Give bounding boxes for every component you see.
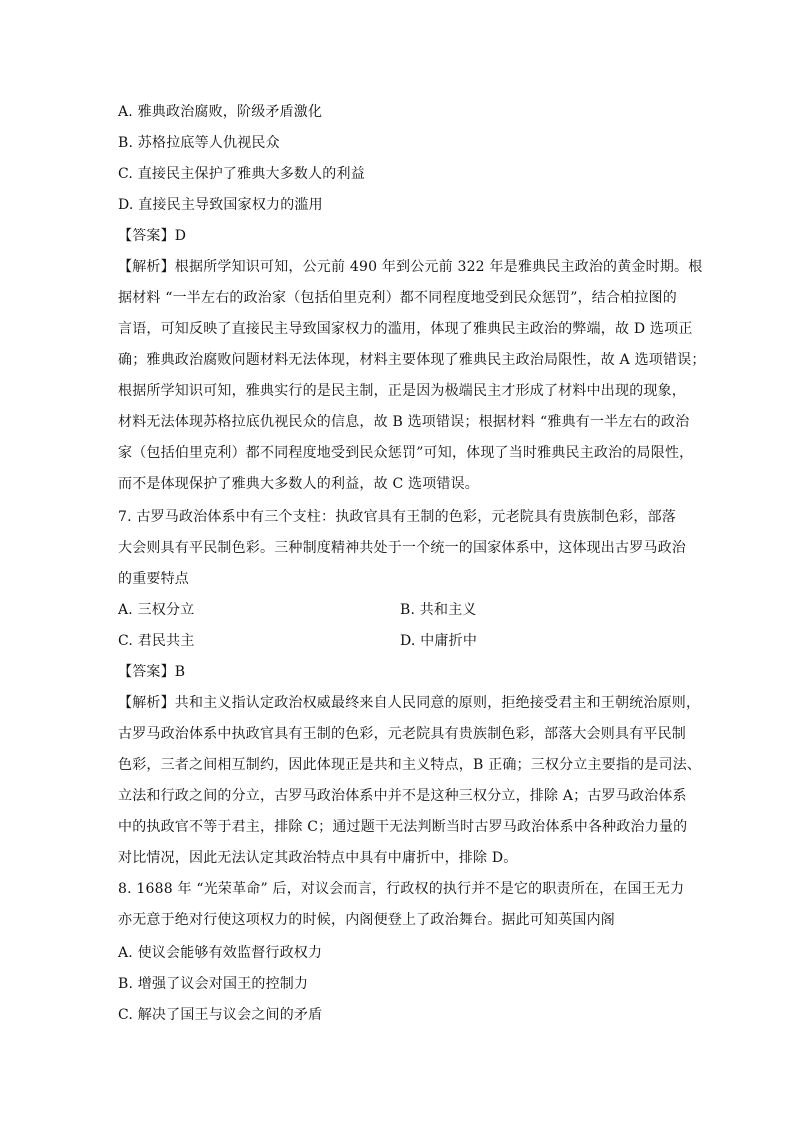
q6-answer: 【答案】D (118, 228, 187, 244)
q8-stem-line: 亦无意于绝对行使这项权力的时候，内阁便登上了政治舞台。据此可知英国内阁 (118, 912, 615, 928)
q6-option-c: C. 直接民主保护了雅典大多数人的利益 (118, 166, 365, 182)
q7-analysis-line: 【解析】共和主义指认定政治权威最终来自人民同意的原则，拒绝接受君主和王朝统治原则， (118, 695, 701, 711)
q7-option-b: B. 共和主义 (400, 602, 477, 618)
q6-analysis-line: 根据所学知识可知，雅典实行的是民主制，正是因为极端民主才形成了材料中出现的现象， (118, 383, 686, 399)
q6-option-a: A. 雅典政治腐败，阶级矛盾激化 (118, 104, 323, 120)
q8-option-b: B. 增强了议会对国王的控制力 (118, 976, 309, 992)
q7-answer: 【答案】B (118, 664, 186, 680)
q7-analysis-line: 中的执政官不等于君主，排除 C；通过题干无法判断当时古罗马政治体系中各种政治力量的 (118, 819, 688, 835)
q6-analysis-line: 确；雅典政治腐败问题材料无法体现，材料主要体现了雅典民主政治局限性，故 A 选项错误； (118, 352, 706, 368)
q7-analysis-line: 色彩，三者之间相互制约，因此体现正是共和主义特点，B 正确；三权分立主要指的是司法、 (118, 757, 702, 773)
q7-analysis-line: 立法和行政之间的分立，古罗马政治体系中并不是这种三权分立，排除 A；古罗马政治体系 (118, 788, 687, 804)
q7-stem-line: 大会则具有平民制色彩。三种制度精神共处于一个统一的国家体系中，这体现出古罗马政治 (118, 540, 686, 556)
q7-analysis-line: 古罗马政治体系中执政官具有王制的色彩，元老院具有贵族制色彩，部落大会则具有平民制 (118, 726, 686, 742)
q6-analysis-line: 而不是体现保护了雅典大多数人的利益，故 C 选项错误。 (118, 476, 480, 492)
q6-option-b: B. 苏格拉底等人仇视民众 (118, 135, 280, 151)
q8-option-c: C. 解决了国王与议会之间的矛盾 (118, 1007, 323, 1023)
q7-options-row-1 (118, 600, 678, 620)
q6-analysis-line: 家（包括伯里克利）都不同程度地受到民众惩罚”可知，体现了当时雅典民主政治的局限性， (118, 445, 694, 461)
q7-stem-line: 7. 古罗马政治体系中有三个支柱：执政官具有王制的色彩，元老院具有贵族制色彩，部落 (118, 509, 677, 525)
q7-option-d: D. 中庸折中 (400, 633, 478, 649)
q7-option-a: A. 三权分立 (118, 602, 195, 618)
q7-analysis-line: 对比情况，因此无法认定其政治特点中具有中庸折中，排除 D。 (118, 850, 518, 866)
q7-option-c: C. 君民共主 (118, 633, 195, 649)
q6-analysis-line: 据材料 “一半左右的政治家（包括伯里克利）都不同程度地受到民众惩罚”，结合柏拉图的 (118, 290, 677, 306)
q6-analysis-line: 材料无法体现苏格拉底仇视民众的信息，故 B 选项错误；根据材料 “雅典有一半左右的政治 (118, 414, 690, 430)
q8-stem-line: 8. 1688 年 “光荣革命” 后，对议会而言，行政权的执行并不是它的职责所在，在国王无力 (118, 881, 685, 897)
q6-analysis-line: 【解析】根据所学知识可知，公元前 490 年到公元前 322 年是雅典民主政治的黄金时期。根 (118, 259, 703, 275)
q6-analysis-line: 言语，可知反映了直接民主导致国家权力的滥用，体现了雅典民主政治的弊端，故 D 选项正 (118, 321, 693, 337)
q7-stem-line: 的重要特点 (118, 571, 189, 587)
q6-option-d: D. 直接民主导致国家权力的滥用 (118, 197, 323, 213)
q7-options-row-2 (118, 631, 678, 651)
q8-option-a: A. 使议会能够有效监督行政权力 (118, 945, 323, 961)
